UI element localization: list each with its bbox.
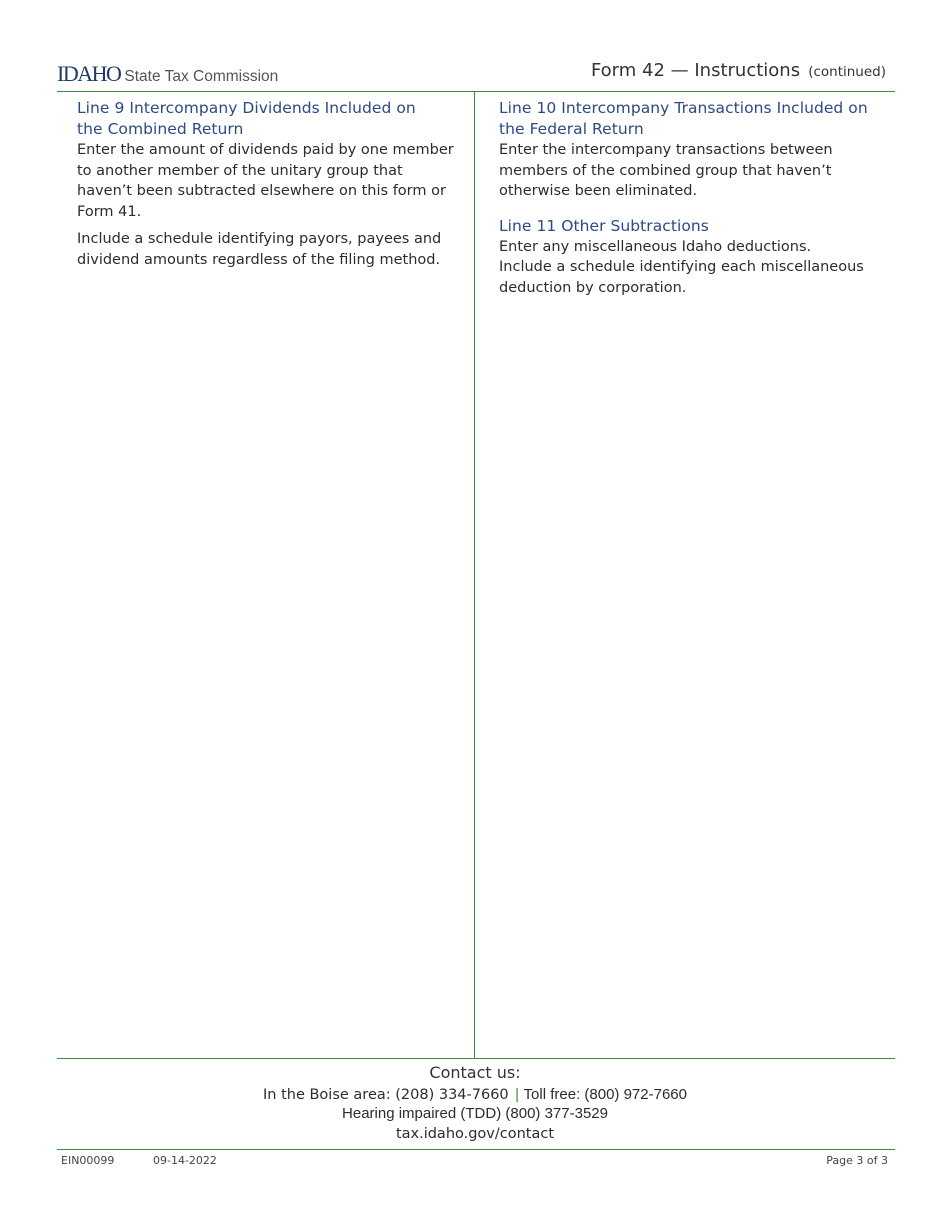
form-title [591,60,886,81]
left-column [77,98,457,271]
logo-text: State Tax Commission [124,68,279,85]
top-divider [57,91,895,92]
line-10-heading-line2: the Federal Return [499,120,644,138]
boise-phone: In the Boise area: (208) 334-7660 [263,1087,509,1103]
logo-mark: IDAHO [57,61,121,86]
contact-separator: | [514,1087,520,1103]
form-code: EIN00099 [61,1154,115,1167]
right-column [499,98,891,299]
line-11-paragraph-2: Include a schedule identifying each miscellaneous deduction by corporation. [499,259,864,296]
idaho-logo [57,62,278,89]
contact-divider [57,1058,895,1059]
line-9-paragraph-1: Enter the amount of dividends paid by one member to another member of the unitary group that haven’t been subtracted elsewhere on this form or Form 41. [77,142,454,220]
hearing-impaired-phone: Hearing impaired (TDD) (800) 377-3529 [342,1105,608,1122]
line-9-paragraph-2: Include a schedule identifying payors, payees and dividend amounts regardless of the filing method. [77,231,442,268]
contact-title: Contact us: [429,1063,521,1082]
page-number: Page 3 of 3 [826,1154,888,1167]
line-11-section [499,216,891,299]
line-9-heading-line2: the Combined Return [77,120,244,138]
line-10-heading [499,98,891,140]
line-9-heading [77,98,457,140]
line-9-heading-line1: Line 9 Intercompany Dividends Included on [77,99,416,117]
form-date: 09-14-2022 [153,1154,217,1167]
contact-phone-line [0,1085,950,1105]
toll-free-phone: Toll free: (800) 972-7660 [523,1086,687,1103]
column-divider [474,91,475,1058]
line-10-heading-line1: Line 10 Intercompany Transactions Included on [499,99,868,117]
form-title-suffix: (continued) [808,64,886,80]
contact-website-link[interactable]: tax.idaho.gov/contact [395,1126,555,1142]
line-10-paragraph: Enter the intercompany transactions between members of the combined group that haven’t otherwise been eliminated. [499,142,833,200]
form-title-main: Form 42 — Instructions [590,60,801,81]
line-11-heading: Line 11 Other Subtractions [499,216,709,235]
footer-divider [57,1149,895,1150]
line-11-paragraph-1: Enter any miscellaneous Idaho deductions. [499,238,812,255]
line-9-section [77,98,457,271]
line-10-section [499,98,891,202]
